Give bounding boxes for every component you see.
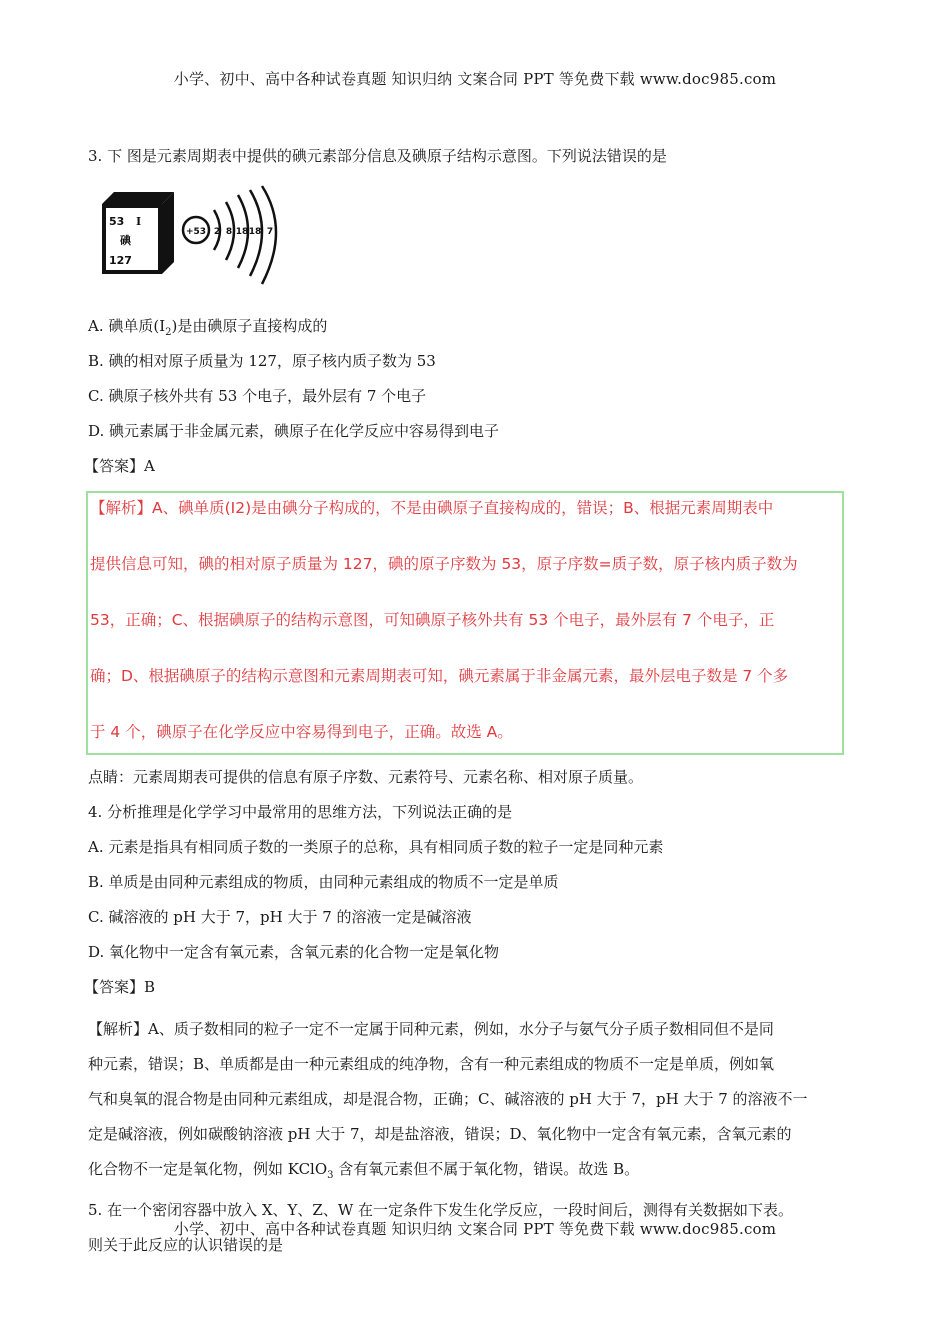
analysis-line: 气和臭氧的混合物是由同种元素组成，却是混合物，正确；C、碱溶液的 pH 大于 7，pH 大于 7 的溶液不一 [88, 1090, 808, 1108]
question-4-answer: 【答案】B [84, 978, 156, 996]
question-5-title: 5. 在一个密闭容器中放入 X、Y、Z、W 在一定条件下发生化学反应，一段时间后，测得有关数据如下表。 [88, 1201, 794, 1219]
shell-2-count: 8 [225, 227, 233, 237]
question-3-option-c: C. 碘原子核外共有 53 个电子，最外层有 7 个电子 [88, 387, 427, 405]
analysis-line: 【解析】A、碘单质(I2)是由碘分子构成的，不是由碘原子直接构成的，错误；B、根据元素周期表中 [90, 499, 774, 517]
analysis-line: 53，正确；C、根据碘原子的结构示意图，可知碘原子核外共有 53 个电子，最外层有 7 个电子，正 [90, 611, 775, 629]
element-card [102, 192, 174, 274]
question-3-option-b: B. 碘的相对原子质量为 127，原子核内质子数为 53 [88, 352, 436, 370]
analysis-line: 种元素，错误；B、单质都是由一种元素组成的纯净物，含有一种元素组成的物质不一定是单质，例如氧 [88, 1055, 775, 1073]
element-symbol: I [136, 215, 142, 228]
question-4-option-b: B. 单质是由同种元素组成的物质，由同种元素组成的物质不一定是单质 [88, 873, 559, 891]
iodine-figure [92, 182, 292, 302]
page-header: 小学、初中、高中各种试卷真题 知识归纳 文案合同 PPT 等免费下载 www.doc985.com [173, 70, 777, 88]
analysis-line: 于 4 个，碘原子在化学反应中容易得到电子，正确。故选 A。 [90, 723, 513, 741]
element-name: 碘 [120, 234, 131, 247]
question-3-answer: 【答案】A [84, 457, 155, 475]
question-4-option-a: A. 元素是指具有相同质子数的一类原子的总称，具有相同质子数的粒子一定是同种元素 [88, 838, 664, 856]
question-4-analysis [88, 1012, 858, 1193]
analysis-line: 确；D、根据碘原子的结构示意图和元素周期表可知，碘元素属于非金属元素，最外层电子数是 7 个多 [90, 667, 789, 685]
analysis-line: 定是碱溶液，例如碳酸钠溶液 pH 大于 7，却是盐溶液，错误；D、氧化物中一定含有氧元素，含氧元素的 [88, 1125, 792, 1143]
analysis-line: 化合物不一定是氧化物，例如 KClO$_3$ 含有氧元素但不属于氧化物，错误。故选 B。 [88, 1160, 640, 1181]
shell-4-count: 18 [248, 227, 262, 237]
question-4-option-d: D. 氧化物中一定含有氧元素，含氧元素的化合物一定是氧化物 [88, 943, 500, 961]
question-4-title: 4. 分析推理是化学学习中最常用的思维方法，下列说法正确的是 [88, 803, 513, 821]
analysis-line: 【解析】A、质子数相同的粒子一定不一定属于同种元素，例如，水分子与氨气分子质子数相同但不是同 [88, 1020, 774, 1038]
question-3-note: 点睛：元素周期表可提供的信息有原子序数、元素符号、元素名称、相对原子质量。 [88, 768, 644, 786]
page-content [84, 146, 858, 1263]
question-3-option-d: D. 碘元素属于非金属元素，碘原子在化学反应中容易得到电子 [88, 422, 500, 440]
page-footer: 小学、初中、高中各种试卷真题 知识归纳 文案合同 PPT 等免费下载 www.doc985.com [173, 1220, 777, 1238]
atom-structure [183, 186, 276, 284]
nucleus-charge: +53 [185, 227, 207, 237]
shell-3-count: 18 [235, 227, 249, 237]
question-4-option-c: C. 碱溶液的 pH 大于 7，pH 大于 7 的溶液一定是碱溶液 [88, 908, 472, 926]
question-3-title: 3. 下 图是元素周期表中提供的碘元素部分信息及碘原子结构示意图。下列说法错误的是 [88, 147, 667, 165]
shell-5-count: 7 [266, 227, 274, 237]
analysis-line: 提供信息可知，碘的相对原子质量为 127，碘的原子序数为 53，原子序数=质子数，原子核内质子数为 [90, 555, 798, 573]
atomic-number: 53 [109, 215, 125, 228]
question-5-title-cont: 则关于此反应的认识错误的是 [88, 1236, 284, 1254]
question-3-option-a: A. 碘单质$(I_2)$是由碘原子直接构成的 [88, 317, 328, 338]
atomic-mass: 127 [109, 254, 132, 267]
question-3-analysis-box [86, 491, 844, 755]
shell-1-count: 2 [213, 227, 221, 237]
